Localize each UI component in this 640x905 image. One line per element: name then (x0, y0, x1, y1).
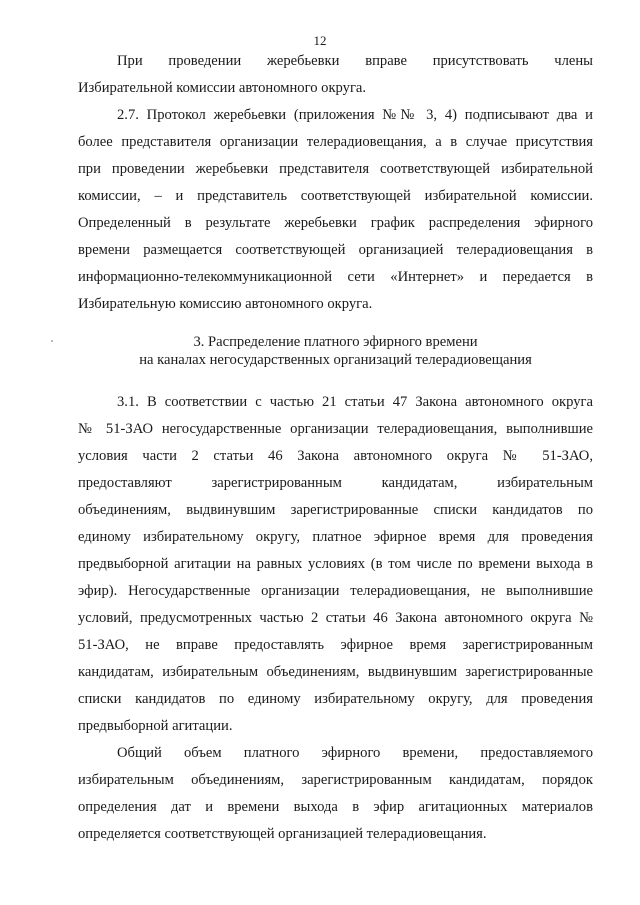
text-line: 51-ЗАО, не вправе предоставлять эфирное время зарегистрированным (78, 637, 593, 653)
text-line: списки кандидатов по единому избирательному округу, для проведения (78, 691, 593, 707)
text-line: времени размещается соответствующей организацией телерадиовещания в (78, 242, 593, 258)
margin-dot (51, 340, 53, 342)
section-heading: 3. Распределение платного эфирного времени (193, 334, 478, 350)
text-line: предоставляют зарегистрированным кандидатам, избирательным (78, 475, 593, 491)
text-line: 3.1. В соответствии с частью 21 статьи 47 Закона автономного округа (117, 394, 593, 410)
text-line: 2.7. Протокол жеребьевки (приложения №№ 3, 4) подписывают два и (117, 107, 593, 123)
text-line: предвыборной агитации. (78, 718, 233, 734)
text-line: определяется соответствующей организацией телерадиовещания. (78, 826, 487, 842)
text-line: условий, предусмотренных частью 2 статьи 46 Закона автономного округа № (78, 610, 593, 626)
text-line: при проведении жеребьевки представителя соответствующей избирательной (78, 161, 593, 177)
text-line: избирательным объединениям, зарегистрированным кандидатам, порядок (78, 772, 593, 788)
text-line: единому избирательному округу, платное эфирное время для проведения (78, 529, 593, 545)
text-line: Определенный в результате жеребьевки график распределения эфирного (78, 215, 593, 231)
text-line: более представителя организации телерадиовещания, а в случае присутствия (78, 134, 593, 150)
text-line: комиссии, – и представитель соответствующей избирательной комиссии. (78, 188, 593, 204)
page-number: 12 (313, 33, 327, 48)
text-line: условия части 2 статьи 46 Закона автономного округа № 51-ЗАО, (78, 448, 593, 464)
text-line: предвыборной агитации на равных условиях (в том числе по времени выхода в (78, 556, 593, 572)
text-line: Избирательную комиссию автономного округа. (78, 296, 373, 312)
text-line: объединениям, выдвинувшим зарегистрированные списки кандидатов по (78, 502, 593, 518)
section-heading: на каналах негосударственных организаций телерадиовещания (139, 352, 532, 368)
text-line: кандидатам, избирательным объединениям, выдвинувшим зарегистрированные (78, 664, 593, 680)
text-line: № 51-ЗАО негосударственные организации телерадиовещания, выполнившие (78, 421, 593, 437)
text-line: Избирательной комиссии автономного округа. (78, 80, 367, 96)
text-line: эфир). Негосударственные организации телерадиовещания, не выполнившие (78, 583, 593, 599)
text-line: определения дат и времени выхода в эфир агитационных материалов (78, 799, 593, 815)
text-line: При проведении жеребьевки вправе присутствовать члены (117, 53, 593, 69)
text-line: информационно-телекоммуникационной сети «Интернет» и передается в (78, 269, 593, 285)
text-line: Общий объем платного эфирного времени, предоставляемого (117, 745, 593, 761)
